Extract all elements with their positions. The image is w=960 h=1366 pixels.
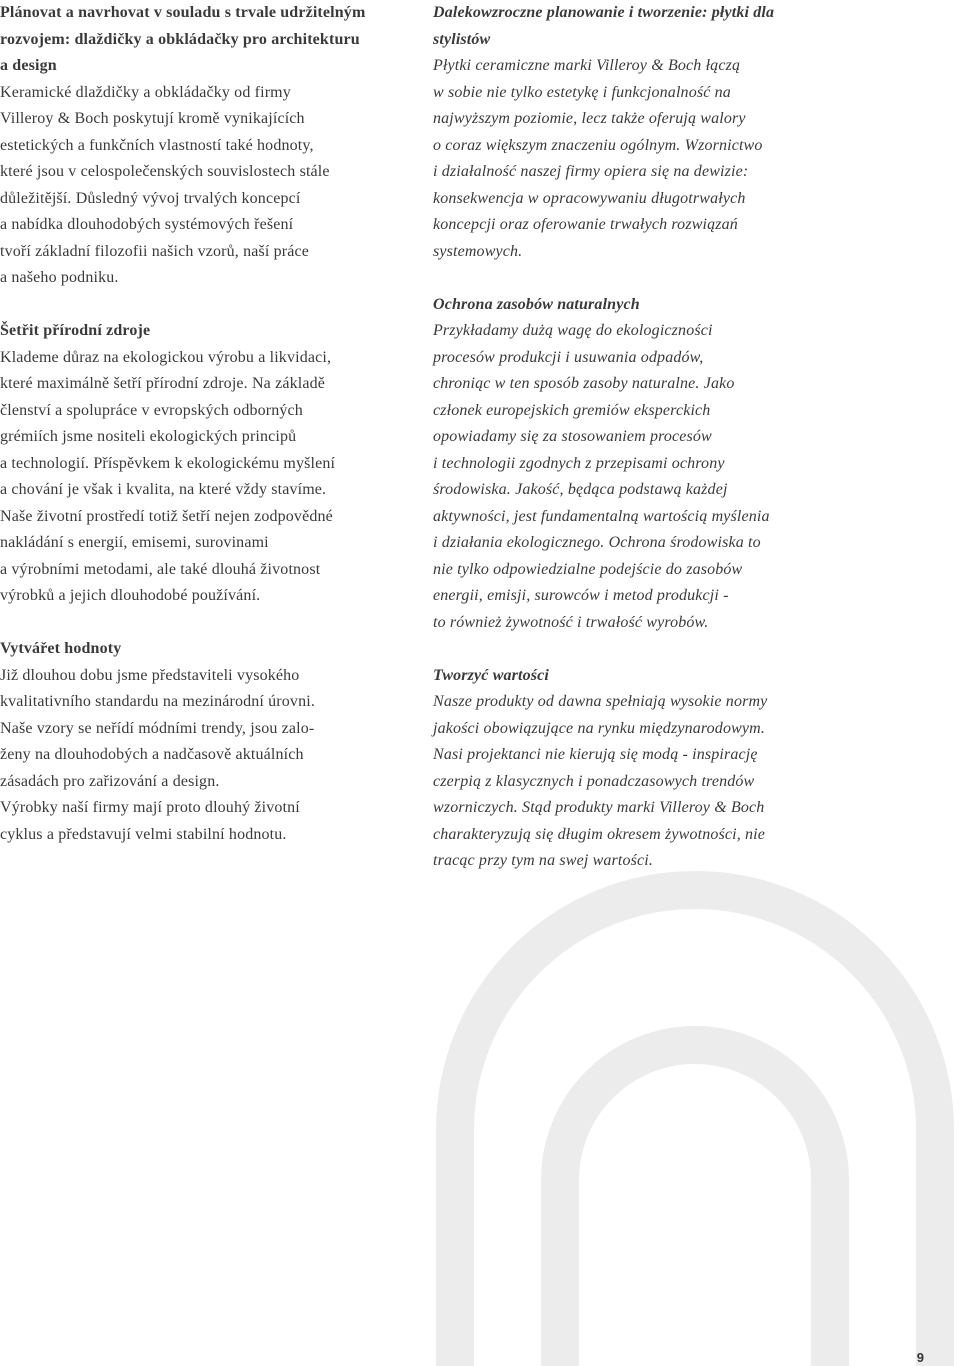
- czech-column: [0, 0, 415, 848]
- page-number: 9: [916, 1350, 924, 1365]
- polish-heading-long-term-planning: Dalekowzroczne planowanie i tworzenie: płytki dla stylistów: [433, 4, 775, 48]
- polish-column: [433, 0, 853, 875]
- czech-section-natural-resources: [0, 318, 415, 610]
- polish-section-natural-resources: [433, 292, 853, 637]
- polish-heading-values: Tworzyć wartości: [433, 666, 550, 684]
- czech-heading-sustainability: Plánovat a navrhovat v souladu s trvale udržitelným rozvojem: dlaždičky a obkládačky pro architekturu a design: [0, 4, 366, 74]
- czech-heading-values: Vytvářet hodnoty: [0, 640, 122, 657]
- polish-section-values: [433, 663, 853, 875]
- czech-paragraph-values: Již dlouhou dobu jsme představiteli vysokého kvalitativního standardu na mezinárodní úrovni. Naše vzory se neřídí módními trendy, jsou zalo- ženy na dlouhodobých a nadčasově aktuálních zásadách pro zařizování a design. Výrobky naší firmy mají proto dlouhý životní cyklus a představují velmi stabilní hodnotu.: [0, 666, 315, 843]
- polish-paragraph-natural-resources: Przykładamy dużą wagę do ekologiczności procesów produkcji i usuwania odpadów, chroniąc w ten sposób zasoby naturalne. Jako członek europejskich gremiów eksperckich opowiadamy się za stosowaniem procesów i technologii zgodnych z przepisami ochrony środowiska. Jakość, będąca podstawą każdej aktywności, jest fundamentalną wartością myślenia i działania ekologicznego. Ochrona środowiska to nie tylko odpowiedzialne podejście do zasobów energii, emisji, surowców i metod produkcji - to również żywotność i trwałość wyrobów.: [433, 322, 770, 631]
- polish-heading-natural-resources: Ochrona zasobów naturalnych: [433, 295, 640, 313]
- czech-heading-natural-resources: Šetřit přírodní zdroje: [0, 322, 151, 339]
- czech-paragraph-sustainability: Keramické dlaždičky a obkládačky od firmy Villeroy & Boch poskytují kromě vynikajících estetických a funkčních vlastností také hodnoty, které jsou v celospolečenských souvislostech stále důležitější. Důsledný vývoj trvalých koncepcí a nabídka dlouhodobých systémových řešení tvoří základní filozofii našich vzorů, naší práce a našeho podniku.: [0, 83, 330, 286]
- polish-paragraph-values: Nasze produkty od dawna spełniają wysokie normy jakości obowiązujące na rynku międzynarodowym. Nasi projektanci nie kierują się modą - inspirację czerpią z klasycznych i ponadczasowych trendów wzorniczych. Stąd produkty marki Villeroy & Boch charakteryzują się długim okresem żywotności, nie tracąc przy tym na swej wartości.: [433, 693, 768, 869]
- czech-section-values: [0, 636, 415, 848]
- polish-paragraph-long-term-planning: Płytki ceramiczne marki Villeroy & Boch łączą w sobie nie tylko estetykę i funkcjonalność na najwyższym poziomie, lecz także oferują walory o coraz większym znaczeniu ogólnym. Wzornictwo i działalność naszej firmy opiera się na dewizie: konsekwencja w opracowywaniu długotrwałych koncepcji oraz oferowanie trwałych rozwiązań systemowych.: [433, 57, 763, 260]
- czech-paragraph-natural-resources: Klademe důraz na ekologickou výrobu a likvidaci, které maximálně šetří přírodní zdroje. Na základě členství a spolupráce v evropských odborných grémiích jsme nositeli ekologických principů a technologií. Příspěvkem k ekologickému myšlení a chování je však i kvalita, na které vždy stavíme. Naše životní prostředí totiž šetří nejen zodpovědné nakládání s energií, emisemi, surovinami a výrobními metodami, ale také dlouhá životnost výrobků a jejich dlouhodobé používání.: [0, 348, 336, 604]
- czech-section-sustainability: [0, 0, 415, 292]
- polish-section-long-term-planning: [433, 0, 853, 265]
